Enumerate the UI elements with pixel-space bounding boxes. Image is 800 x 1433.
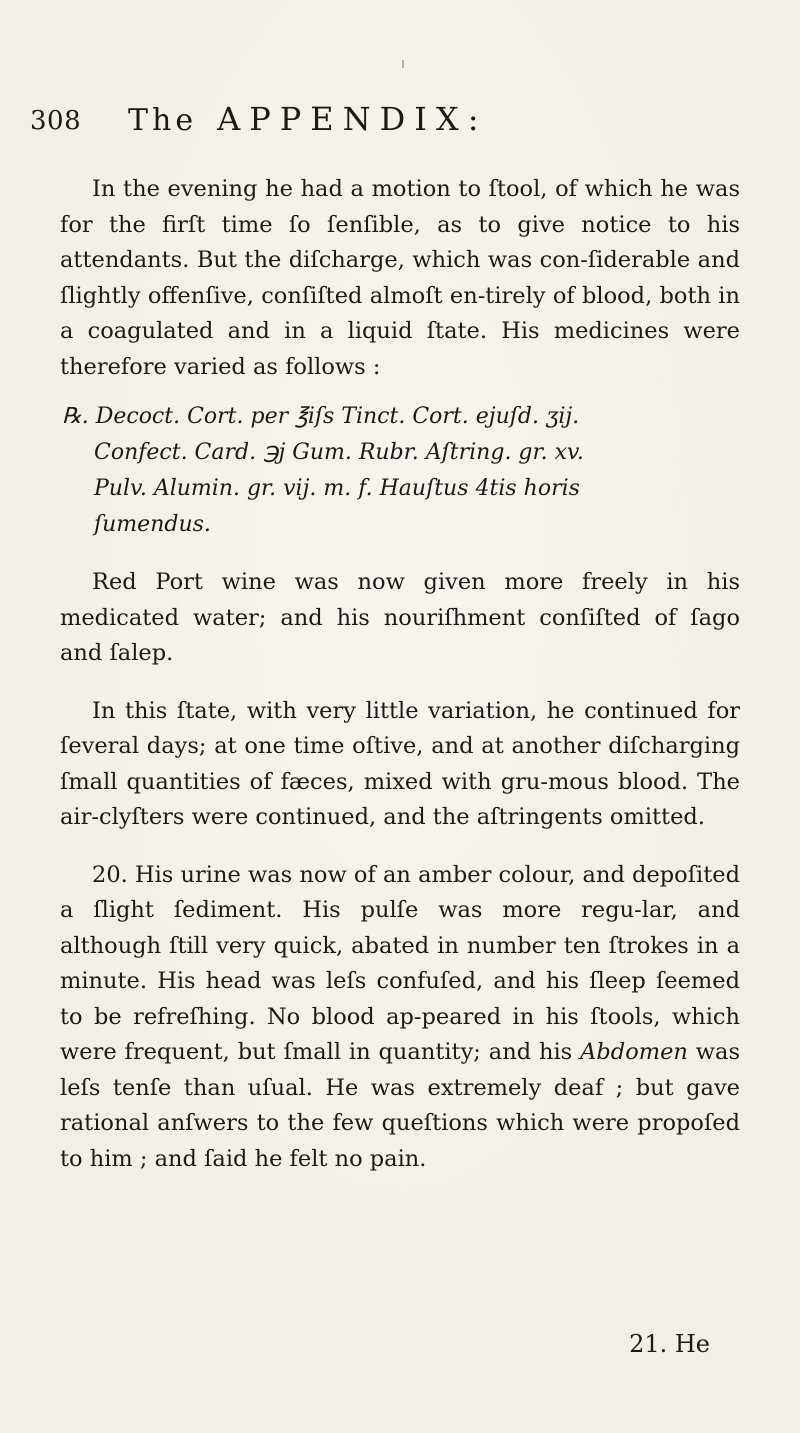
running-title	[128, 100, 487, 138]
paragraph-day-20-lead: 20. His urine was now of an amber colour, and depoſited a ſlight ſediment. His pulſe was more regu-lar, and although ſtill very quick, abated in number ten ſtrokes in a minute. His head was leſs confuſed, and his ſleep ſeemed to be refreſhing. No blood ap-peared in his ſtools, which were frequent, but ſmall in quantity; and his	[60, 861, 740, 1065]
recipe-line-4: ſumendus.	[94, 512, 211, 537]
running-head	[30, 100, 770, 144]
paragraph-several-days: In this ſtate, with very little variation, he continued for ſeveral days; at one time oſtive, and at another diſcharging ſmall quantities of fæces, mixed with gru-mous blood. The air-clyſters were continued, and the aſtringents omitted.	[60, 697, 740, 830]
recipe-line-1: ℞. Decoct. Cort. per ℥iſs Tinct. Cort. ejuſd. ʒij.	[62, 404, 580, 429]
body-text	[60, 172, 740, 1177]
abdomen-term: Abdomen	[580, 1039, 688, 1065]
recipe-line-2: Confect. Card. ℈j Gum. Rubr. Aſtring. gr. xv.	[94, 440, 584, 465]
page-number: 308	[30, 106, 82, 136]
recipe-line-3: Pulv. Alumin. gr. vij. m. f. Hauſtus 4tis horis	[94, 476, 580, 501]
running-title-main: APPENDIX:	[217, 100, 488, 138]
paper-mark	[402, 60, 404, 68]
paragraph-day-20	[60, 858, 740, 1178]
paragraph-port-wine: Red Port wine was now given more freely in his medicated water; and his nouriſhment conſiſted of ſago and ſalep.	[60, 569, 740, 666]
paragraph-day-20-tail: was leſs tenſe than uſual. He was extremely deaf ; but gave rational anſwers to the few queſtions which were propoſed to him ; and ſaid he felt no pain.	[60, 1039, 741, 1172]
catchword: 21. He	[629, 1330, 710, 1358]
running-title-prefix: The	[128, 103, 198, 138]
prescription-recipe	[60, 399, 740, 543]
paragraph-evening-motion: In the evening he had a motion to ſtool, of which he was for the firſt time ſo ſenſible, as to give notice to his attendants. But the diſcharge, which was con-ſiderable and ſlightly offenſive, conſiſted almoſt en-tirely of blood, both in a coagulated and in a liquid ſtate. His medicines were therefore varied as follows :	[60, 176, 740, 380]
